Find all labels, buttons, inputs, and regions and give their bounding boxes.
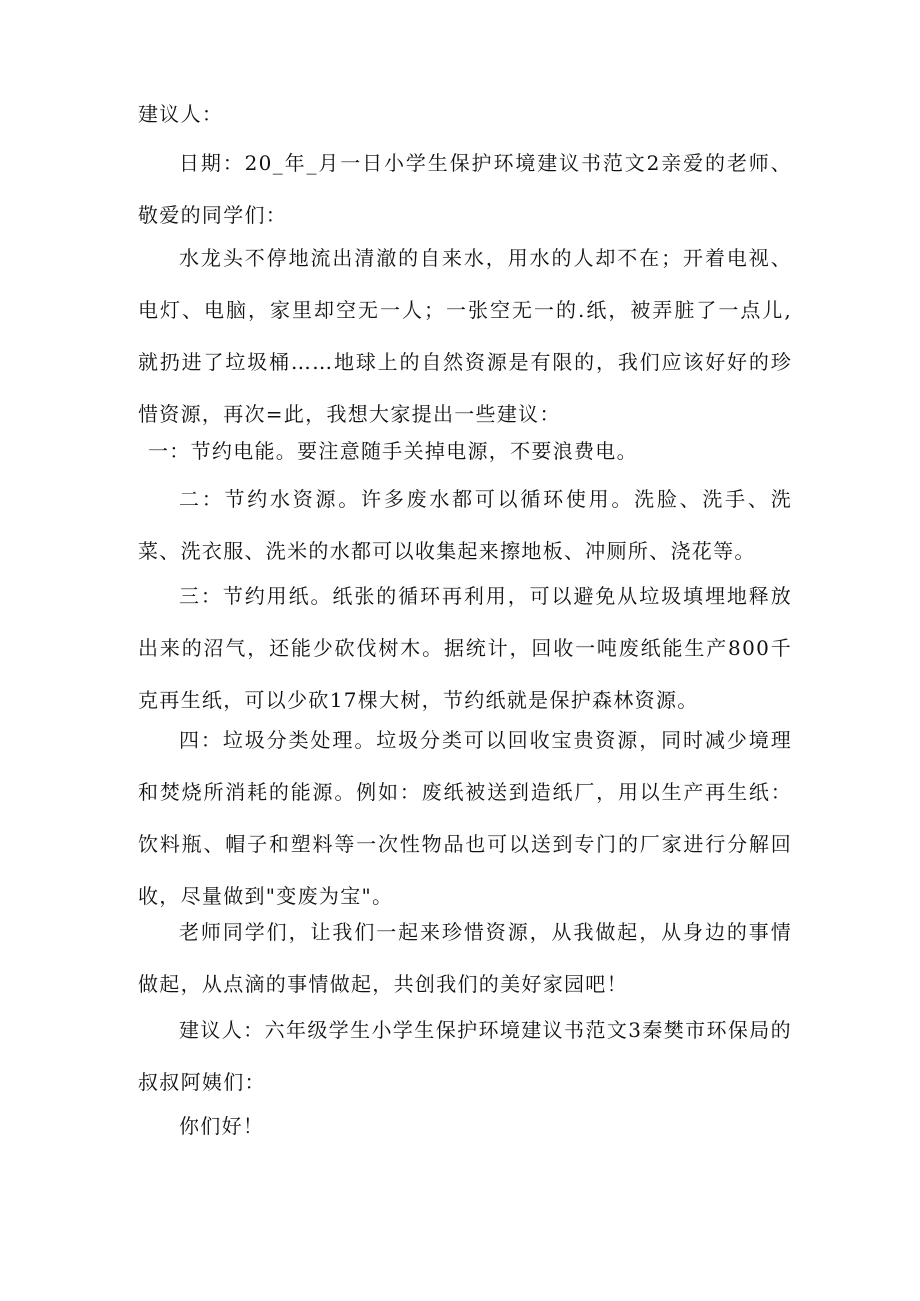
closing-paragraph: 老师同学们，让我们一起来珍惜资源，从我做起，从身边的事情做起，从点滴的事情做起，共创我们的美好家园吧！ [138, 920, 792, 996]
suggestion-4-paragraph: 四：垃圾分类处理。垃圾分类可以回收宝贵资源，同时减少境理和焚烧所消耗的能源。例如：废纸被送到造纸厂，用以生产再生纸：饮料瓶、帽子和塑料等一次性物品也可以送到专门的厂家进行分解回收，尽量做到"变废为宝"。 [138, 728, 792, 908]
suggestion-3-paragraph: 三：节约用纸。纸张的循环再利用，可以避免从垃圾填埋地释放出来的沼气，还能少砍伐树木。据统计，回收一吨废纸能生产800千克再生纸，可以少砍17棵大树，节约纸就是保护森林资源。 [138, 584, 792, 712]
proposer-and-next-letter-paragraph: 建议人：六年级学生小学生保护环境建议书范文3秦樊市环保局的叔叔阿姨们： [138, 1018, 792, 1094]
greeting-paragraph: 你们好！ [179, 1114, 265, 1138]
date-and-salutation-paragraph: 日期：20_年_月一日小学生保护环境建议书范文2亲爱的老师、敬爱的同学们： [138, 151, 792, 227]
suggestion-1-paragraph: 一：节约电能。要注意随手关掉电源，不要浪费电。 [148, 439, 638, 463]
proposer-line: 建议人： [138, 102, 224, 126]
suggestion-2-paragraph: 二：节约水资源。许多废水都可以循环使用。洗脸、洗手、洗菜、洗衣服、洗米的水都可以收集起来擦地板、冲厕所、浇花等。 [138, 487, 792, 563]
intro-paragraph: 水龙头不停地流出清澈的自来水，用水的人却不在；开着电视、电灯、电脑，家里却空无一人；一张空无一的.纸，被弄脏了一点儿,就扔进了垃圾桶……地球上的自然资源是有限的，我们应该好好的珍惜资源，再次=此，我想大家提出一些建议： [138, 246, 792, 426]
